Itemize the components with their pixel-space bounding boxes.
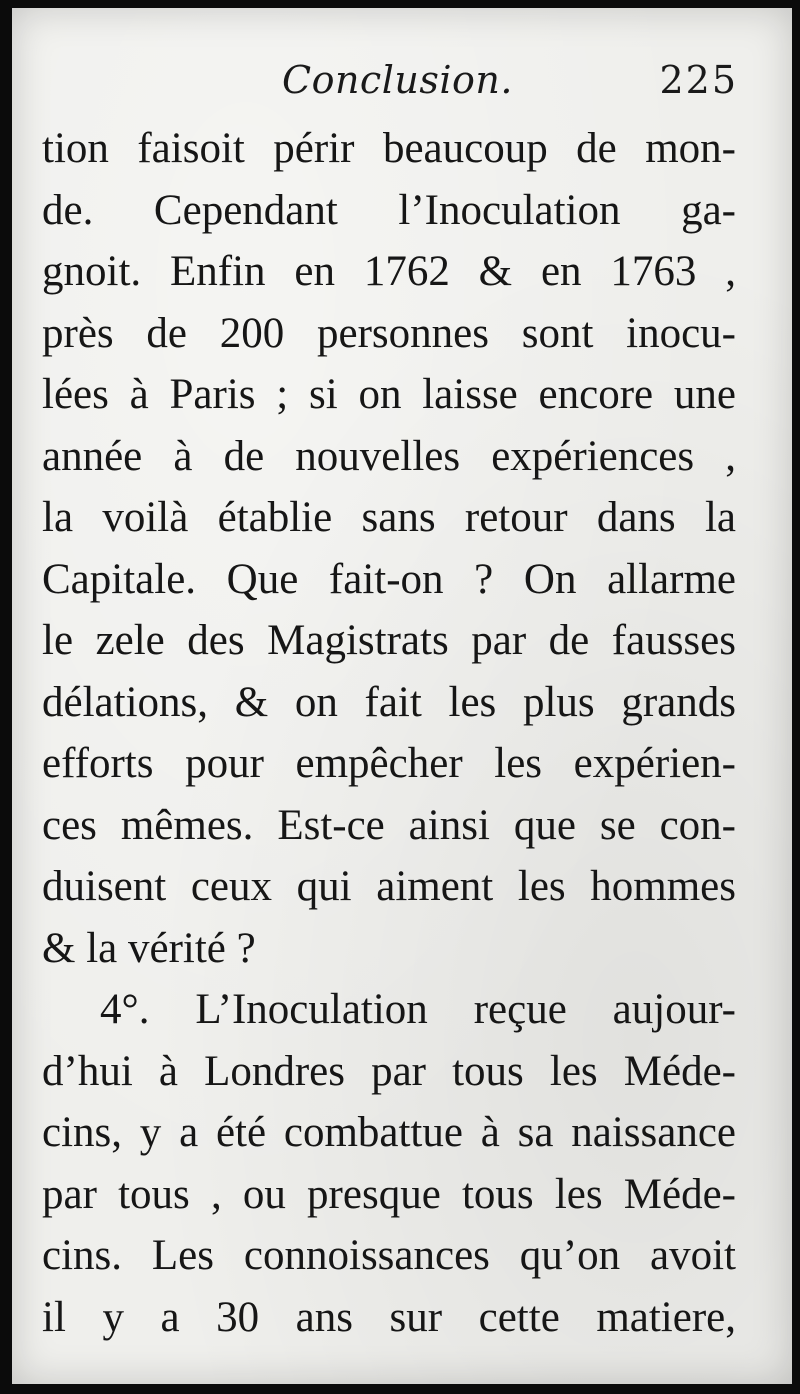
paragraph-end-line: & la vérité ? [42,924,256,972]
text-line: duisent ceux qui aiment les hommes [42,863,736,910]
text-line: gnoit. Enfin en 1762 & en 1763 , [42,248,736,295]
text-line: la voilà établie sans retour dans la [42,494,736,541]
text-line: tion faisoit périr beaucoup de mon- [42,125,736,172]
text-line: le zele des Magistrats par de fausses [42,617,736,664]
text-line: il y a 30 ans sur cette matiere, [42,1293,736,1341]
text-line: par tous , ou presque tous les Méde- [42,1170,736,1218]
text-line: de. Cependant l’Inoculation ga- [42,186,736,234]
paragraph-start-line: 4°. L’Inoculation reçue aujour- [100,986,736,1033]
text-line: cins. Les connoissances qu’on avoit [42,1232,736,1279]
running-title: Conclusion. [282,58,513,102]
text-line: cins, y a été combattue à sa naissance [42,1109,736,1156]
text-line: d’hui à Londres par tous les Méde- [42,1047,736,1095]
text-line: lées à Paris ; si on laisse encore une [42,371,736,418]
text-line: année à de nouvelles expériences , [42,432,736,480]
text-line: délations, & on fait les plus grands [42,678,736,726]
text-line: près de 200 personnes sont inocu- [42,309,736,357]
text-line: Capitale. Que fait-on ? On allarme [42,555,736,603]
text-line: efforts pour empêcher les expérien- [42,740,736,787]
page-header [12,58,792,108]
body-text [42,118,736,1348]
page-number: 225 [659,58,738,102]
book-page [12,8,792,1384]
text-line: ces mêmes. Est-ce ainsi que se con- [42,801,736,849]
